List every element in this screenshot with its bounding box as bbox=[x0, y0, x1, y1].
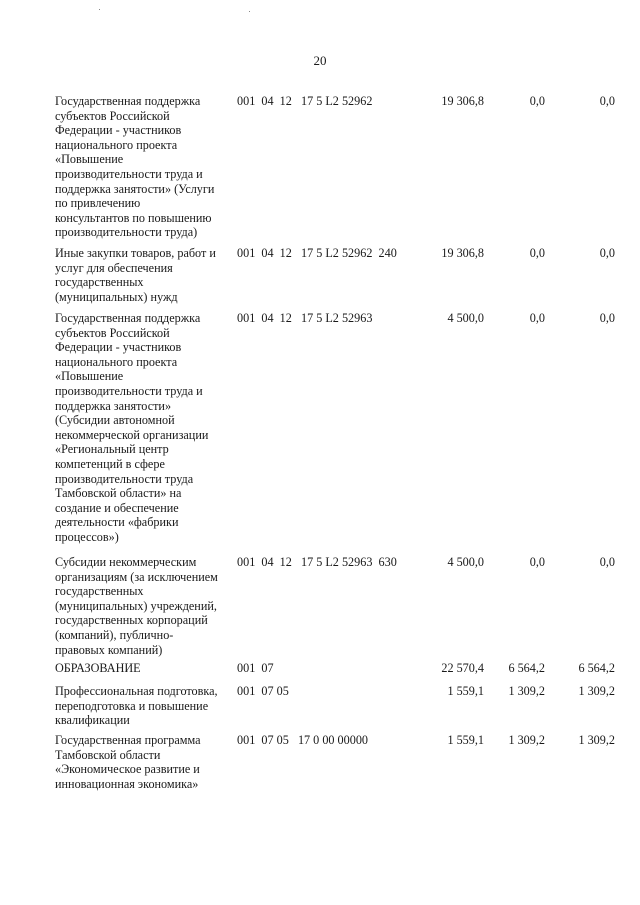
row-code: 001 04 12 17 5 L2 52962 bbox=[237, 94, 373, 108]
row-name: Государственная программа Тамбовской области «Экономическое развитие и инновационная экономика» bbox=[55, 733, 201, 791]
row-name: Иные закупки товаров, работ и услуг для обеспечения государственных (муниципальных) нужд bbox=[55, 246, 216, 304]
row-code: 001 04 12 17 5 L2 52962 240 bbox=[237, 246, 397, 260]
page-number: 20 bbox=[313, 53, 327, 68]
row-name: Субсидии некоммерческим организациям (за исключением государственных (муниципальных) учреждений, государственных корпораций (компаний), публично- правовых компаний) bbox=[55, 555, 218, 657]
row-value-1: 4 500,0 bbox=[447, 555, 484, 569]
row-code: 001 07 05 17 0 00 00000 bbox=[237, 733, 369, 747]
row-value-2: 1 309,2 bbox=[508, 684, 545, 698]
row-value-2: 0,0 bbox=[529, 311, 545, 325]
row-name: Государственная поддержка субъектов Российской Федерации - участников национального проекта «Повышение производительности труда и поддержка занятости» (Субсидии автономной некоммерческой организации «Региональный центр компетенций в сфере производительности труда Тамбовской области» на создание и обеспечение деятельности «фабрики процессов») bbox=[55, 311, 209, 544]
row-value-2: 0,0 bbox=[529, 246, 545, 260]
row-value-1: 4 500,0 bbox=[447, 311, 484, 325]
row-value-3: 6 564,2 bbox=[578, 661, 615, 675]
row-value-1: 1 559,1 bbox=[447, 733, 484, 747]
row-value-2: 0,0 bbox=[529, 555, 545, 569]
row-code: 001 07 05 bbox=[237, 684, 289, 698]
row-code: 001 07 bbox=[237, 661, 274, 675]
row-value-1: 19 306,8 bbox=[441, 246, 484, 260]
row-value-3: 0,0 bbox=[599, 246, 615, 260]
scan-speck bbox=[249, 11, 250, 12]
row-value-1: 1 559,1 bbox=[447, 684, 484, 698]
row-value-3: 1 309,2 bbox=[578, 733, 615, 747]
row-value-3: 0,0 bbox=[599, 94, 615, 108]
row-code: 001 04 12 17 5 L2 52963 bbox=[237, 311, 373, 325]
row-value-3: 0,0 bbox=[599, 311, 615, 325]
row-value-2: 1 309,2 bbox=[508, 733, 545, 747]
scan-speck bbox=[99, 9, 100, 10]
row-value-2: 0,0 bbox=[529, 94, 545, 108]
row-name: Профессиональная подготовка, переподготовка и повышение квалификации bbox=[55, 684, 218, 728]
row-name: Государственная поддержка субъектов Российской Федерации - участников национального проекта «Повышение производительности труда и поддержка занятости» (Услуги по привлечению консультантов по повышению производительности труда) bbox=[55, 94, 215, 240]
row-value-2: 6 564,2 bbox=[508, 661, 545, 675]
row-name: ОБРАЗОВАНИЕ bbox=[55, 661, 141, 675]
row-value-1: 22 570,4 bbox=[441, 661, 484, 675]
row-value-1: 19 306,8 bbox=[441, 94, 484, 108]
row-value-3: 1 309,2 bbox=[578, 684, 615, 698]
row-code: 001 04 12 17 5 L2 52963 630 bbox=[237, 555, 397, 569]
row-value-3: 0,0 bbox=[599, 555, 615, 569]
